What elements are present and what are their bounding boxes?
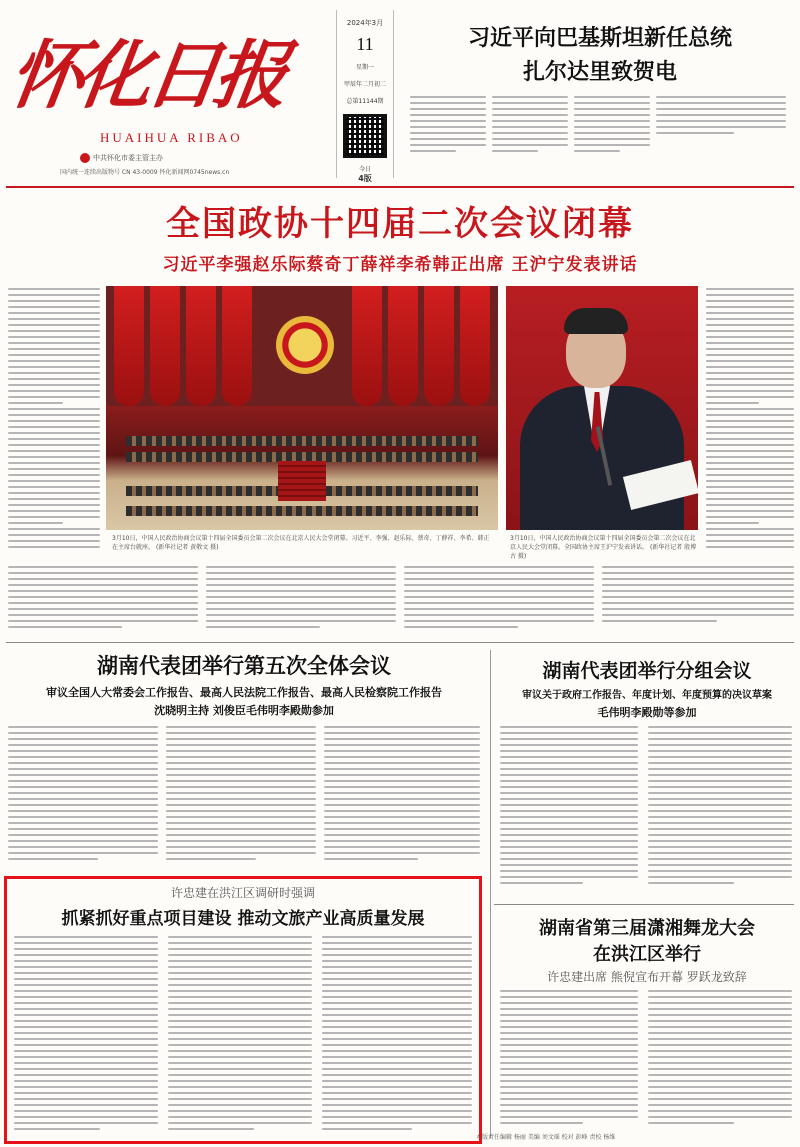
story-c-body-col3 [322,936,472,1136]
story-b-subtitle-1: 审议关于政府工作报告、年度计划、年度预算的决议草案 [522,690,772,701]
story-a-body-col2 [166,726,316,870]
top-story-body-col4 [656,96,786,176]
qr-code-icon[interactable] [343,114,387,158]
lead-body-col-left [8,288,100,558]
lead-subheadline: 习近平李强赵乐际蔡奇丁薛祥李希韩正出席 王沪宁发表讲话 [162,255,638,275]
top-story-body-col3 [574,96,650,176]
story-a-subtitle-1: 审议全国人大常委会工作报告、最高人民法院工作报告、最高人民检察院工作报告 [46,686,442,699]
photo-right-caption [510,534,698,561]
page-footer: 本版责任编辑 杨丽 美编 刘文瑶 校对 彭峰 责校 杨维 [476,1134,616,1141]
cppcc-emblem-icon [276,316,334,374]
lead-body-lower-4 [602,566,794,636]
story-c-kicker: 许忠建在洪江区调研时强调 [170,886,315,900]
story-b-body-col1 [500,726,638,898]
story-a-title[interactable]: 湖南代表团举行第五次全体会议 [97,654,391,678]
speaker-photo [506,286,698,530]
story-d-body-col1 [500,990,638,1128]
top-headline-line1: 习近平向巴基斯坦新任总统 [467,26,732,51]
top-story-body-col2 [492,96,568,176]
top-headline-line2: 扎尔达里致贺电 [522,60,677,85]
story-d-body-col2 [648,990,792,1128]
lead-body-lower-1 [8,566,198,636]
publication-info: 国内统一连续出版物号 CN 43-0009 怀化新闻网0745news.cn [60,169,230,176]
section-divider-right [494,904,794,905]
weekday: 星期一 [355,64,374,71]
story-b-subtitle-2: 毛伟明李殿勋等参加 [597,706,697,719]
story-a-body-col1 [8,726,158,870]
lead-body-lower-2 [206,566,396,636]
newspaper-logo: 怀化日报 [3,33,289,119]
column-divider [490,650,491,1138]
photo-right-caption-text: 3月10日，中国人民政治协商会议第十四届全国委员会第二次会议在北京人民大会堂闭幕。全国政协主席王沪宁发表讲话。 [510,535,696,551]
lead-body-lower-3 [404,566,594,636]
lunar-date: 甲辰年二月初二 [343,81,386,88]
story-d-title-line2[interactable]: 在洪江区举行 [593,944,701,965]
story-a-body-col3 [324,726,480,870]
assembly-hall-photo [106,286,498,530]
issue-number: 总第11144期 [346,98,384,105]
story-a-subtitle-2: 沈晓明主持 刘俊臣毛伟明李殿勋参加 [154,704,334,717]
sponsor-line [80,153,163,163]
lead-body-col-right [706,288,794,558]
story-b-title[interactable]: 湖南代表团举行分组会议 [542,660,752,682]
photo-left-caption [112,534,492,552]
photo-right-credit: (新华社记者 殷博古 摄) [510,544,697,560]
story-d-subtitle: 许忠建出席 熊倪宣布开幕 罗跃龙致辞 [547,970,747,984]
section-divider [6,642,794,643]
story-d-title-line1[interactable]: 湖南省第三届潇湘舞龙大会 [539,918,755,939]
lead-headline[interactable]: 全国政协十四届二次会议闭幕 [166,204,634,244]
story-b-body-col2 [648,726,792,898]
year-month: 2024年3月 [346,19,384,27]
story-c-title[interactable]: 抓紧抓好重点项目建设 推动文旅产业高质量发展 [61,909,425,929]
story-c-body-col1 [14,936,158,1136]
top-story-body-col1 [410,96,486,176]
today-label: 今日 [358,166,371,173]
newspaper-pinyin: HUAIHUA RIBAO [100,130,243,145]
story-c-body-col2 [168,936,312,1136]
photo-left-credit: (新华社记者 黄敬文 摄) [155,544,219,551]
masthead-divider [6,186,794,188]
sponsor-text: 中共怀化市委主管主办 [93,154,163,162]
page-count: 4版 [358,174,372,183]
top-story-headline[interactable] [410,22,790,90]
party-emblem-icon [80,153,90,163]
date-box [336,10,394,183]
photo-left-caption-text: 3月10日，中国人民政治协商会议第十四届全国委员会第二次会议在北京人民大会堂闭幕。习近平、李强、赵乐际、蔡奇、丁薛祥、李希、韩正在主席台就座。 [112,535,490,551]
day-number: 11 [356,34,374,54]
